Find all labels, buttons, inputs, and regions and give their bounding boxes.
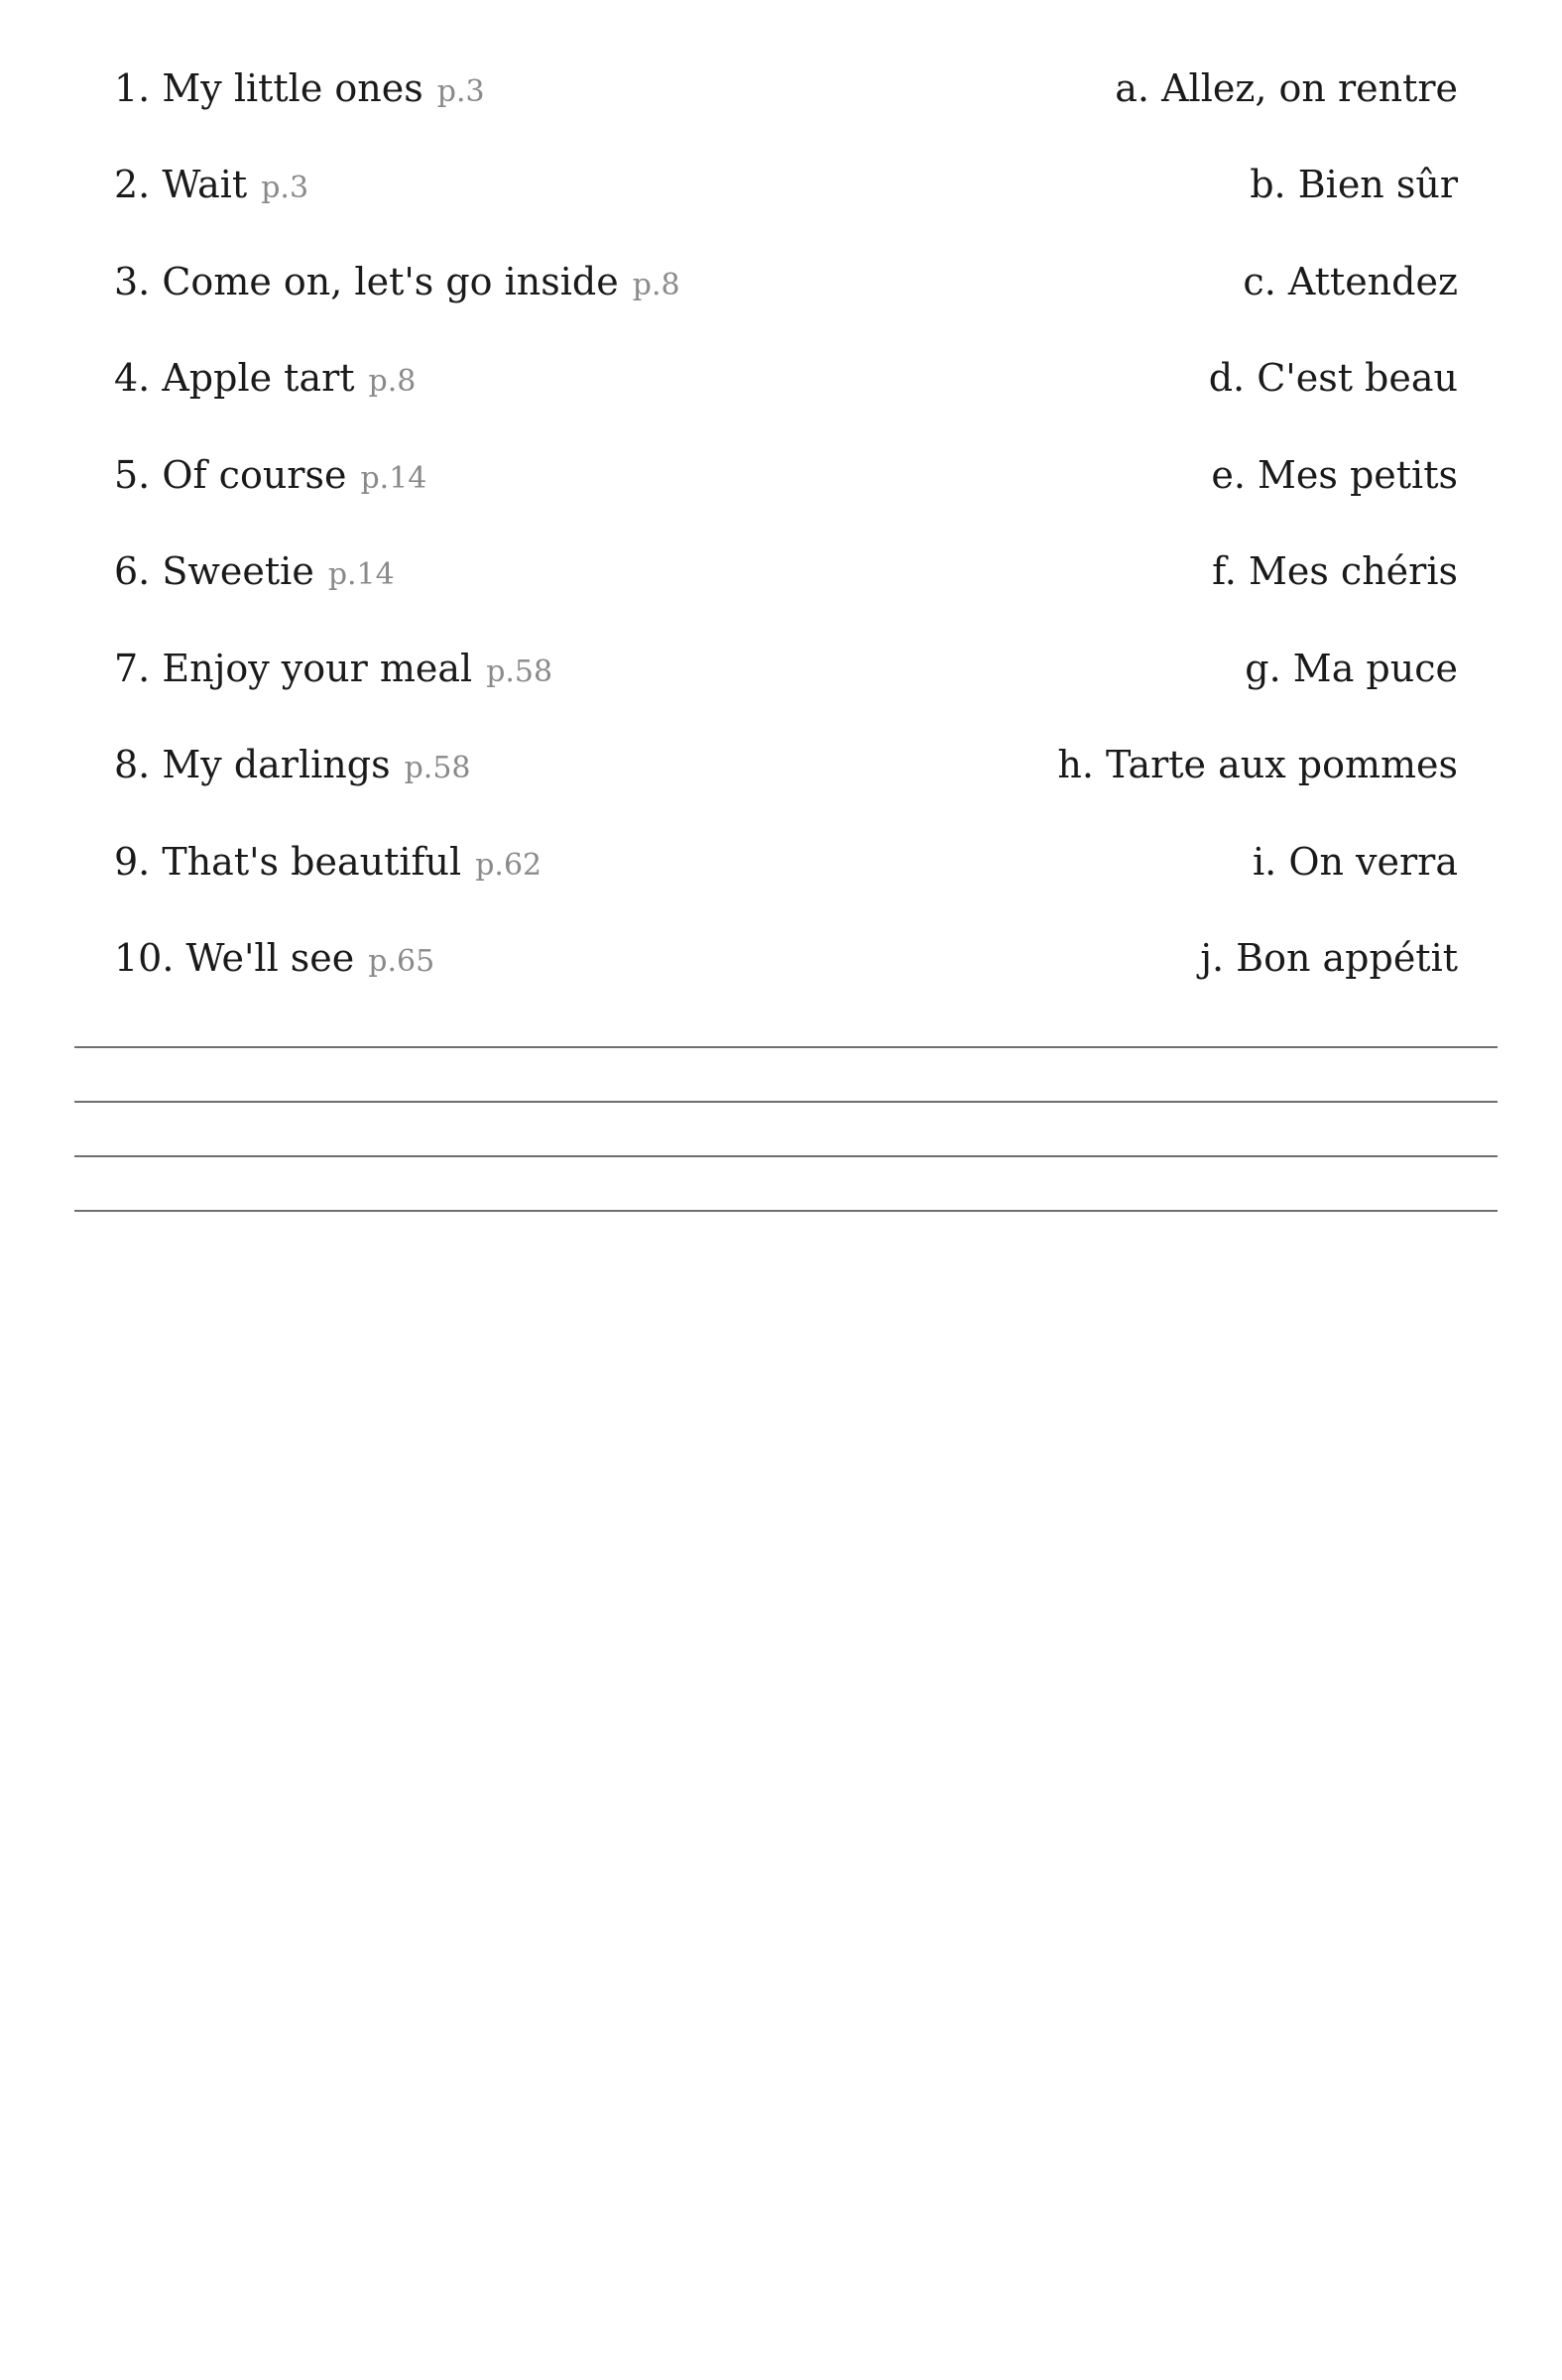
item-number: 2. (114, 163, 151, 207)
item-letter: d. (1208, 356, 1246, 401)
english-item (114, 356, 416, 400)
english-item (114, 260, 680, 303)
english-phrase: Wait (162, 163, 248, 207)
page-reference: p.65 (368, 944, 435, 980)
english-item (114, 66, 485, 110)
answer-line (74, 1046, 1498, 1048)
item-number: 4. (114, 356, 151, 401)
french-item (1245, 647, 1458, 690)
english-item (114, 647, 552, 690)
page-reference: p.62 (475, 847, 542, 883)
english-item (114, 549, 395, 593)
french-item (1115, 66, 1458, 110)
english-item (114, 743, 471, 786)
english-item (114, 163, 308, 206)
match-row-6 (114, 524, 1458, 621)
english-phrase: Sweetie (162, 549, 314, 594)
item-letter: g. (1245, 646, 1281, 690)
item-number: 9. (114, 839, 151, 884)
matching-exercise (114, 40, 1458, 1007)
answer-line (74, 1155, 1498, 1157)
french-phrase: Mes chéris (1248, 549, 1458, 594)
item-number: 10. (114, 936, 175, 981)
item-number: 6. (114, 549, 151, 594)
page-reference: p.14 (360, 460, 427, 496)
english-phrase: Apple tart (162, 356, 355, 401)
french-item (1057, 743, 1458, 786)
item-letter: i. (1253, 839, 1277, 884)
item-number: 5. (114, 452, 151, 497)
item-letter: j. (1200, 936, 1225, 981)
match-row-5 (114, 426, 1458, 524)
match-row-9 (114, 813, 1458, 910)
french-phrase: Mes petits (1258, 452, 1458, 497)
french-phrase: C'est beau (1257, 356, 1458, 401)
english-phrase: Of course (162, 452, 347, 497)
english-phrase: That's beautiful (162, 839, 462, 884)
item-letter: a. (1115, 65, 1149, 110)
answer-line (74, 1101, 1498, 1103)
page-reference: p.3 (261, 171, 309, 206)
french-phrase: Attendez (1287, 259, 1458, 303)
french-phrase: Tarte aux pommes (1106, 743, 1458, 787)
french-phrase: Allez, on rentre (1161, 65, 1458, 110)
item-letter: e. (1211, 452, 1246, 497)
match-row-3 (114, 233, 1458, 330)
answer-line (74, 1210, 1498, 1212)
french-phrase: Bon appétit (1236, 936, 1458, 981)
english-item (114, 453, 426, 497)
french-item (1209, 356, 1458, 400)
french-item (1200, 936, 1458, 980)
english-item (114, 936, 434, 980)
english-phrase: My darlings (162, 743, 391, 787)
item-letter: c. (1243, 259, 1276, 303)
match-row-2 (114, 137, 1458, 234)
answer-lines (74, 1046, 1498, 1264)
item-number: 7. (114, 646, 151, 690)
match-row-8 (114, 717, 1458, 814)
item-letter: h. (1057, 743, 1094, 787)
english-phrase: Enjoy your meal (162, 646, 473, 690)
french-item (1250, 163, 1458, 206)
item-number: 3. (114, 259, 151, 303)
item-letter: f. (1212, 549, 1237, 594)
french-item (1211, 453, 1458, 497)
english-phrase: My little ones (162, 65, 423, 110)
english-item (114, 840, 541, 884)
page-reference: p.8 (368, 364, 417, 400)
match-row-7 (114, 620, 1458, 717)
page-reference: p.58 (486, 654, 553, 689)
french-item (1243, 260, 1458, 303)
french-phrase: Ma puce (1292, 646, 1458, 690)
page-reference: p.14 (327, 557, 395, 593)
item-letter: b. (1250, 163, 1286, 207)
match-row-4 (114, 330, 1458, 427)
item-number: 8. (114, 743, 151, 787)
french-phrase: Bien sûr (1297, 163, 1458, 207)
english-phrase: Come on, let's go inside (162, 259, 619, 303)
item-number: 1. (114, 65, 151, 110)
match-row-1 (114, 40, 1458, 137)
page-reference: p.8 (632, 267, 680, 302)
french-phrase: On verra (1288, 839, 1458, 884)
english-phrase: We'll see (185, 936, 355, 981)
page-reference: p.3 (436, 73, 485, 109)
match-row-10 (114, 910, 1458, 1008)
french-item (1212, 549, 1458, 593)
french-item (1253, 840, 1458, 884)
page-reference: p.58 (404, 751, 471, 786)
